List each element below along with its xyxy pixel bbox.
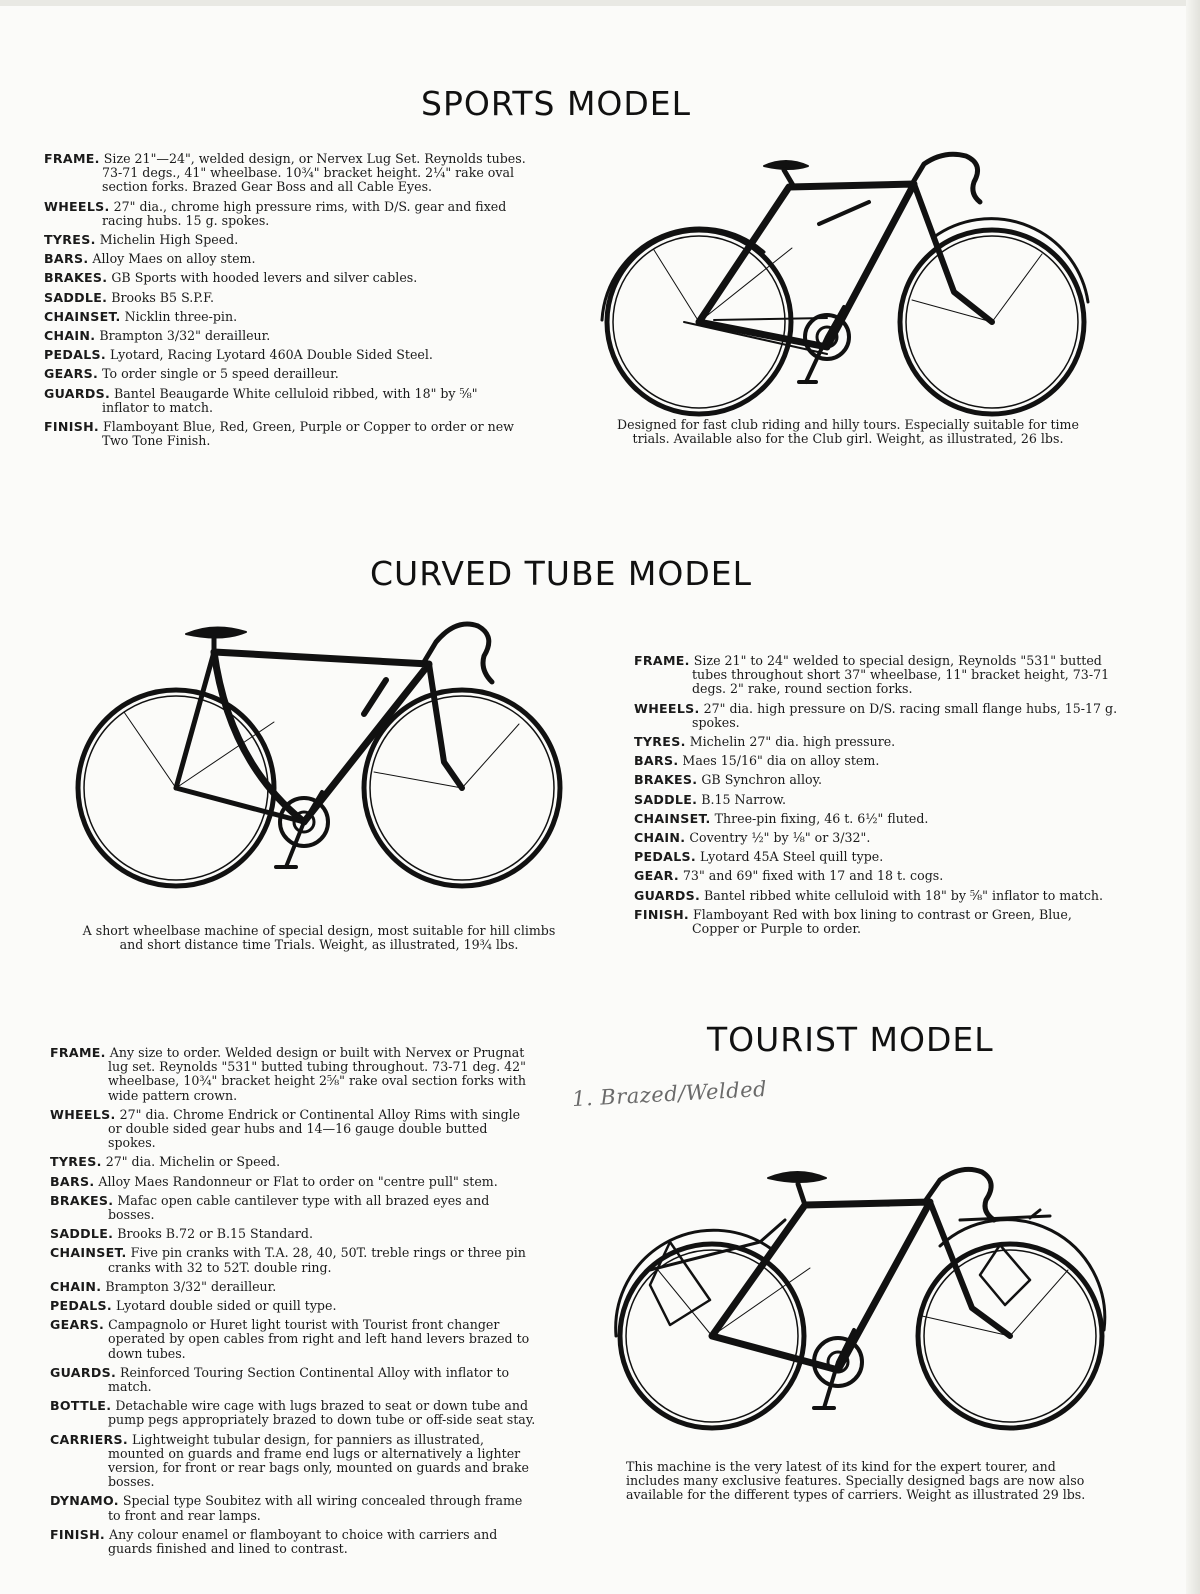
spec-key: WHEELS. <box>634 700 700 716</box>
spec-item <box>634 735 1120 749</box>
spec-item <box>634 889 1120 903</box>
spec-value: 27" dia. Michelin or Speed. <box>105 1154 281 1170</box>
spec-key: PEDALS. <box>634 849 697 865</box>
spec-value: Size 21" to 24" welded to special design, Reynolds "531" butted tubes throughout short 37" wheelbase, 11" bracket height, 73-71 degs. 2" rake, round section forks. <box>692 653 1110 697</box>
spec-key: CHAIN. <box>50 1278 102 1294</box>
spec-value: Detachable wire cage with lugs brazed to seat or down tube and pump pegs appropriately brazed to down tube or off-side seat stay. <box>108 1398 536 1428</box>
spec-item <box>634 793 1120 807</box>
spec-key: FINISH. <box>634 906 690 922</box>
spec-key: PEDALS. <box>50 1298 113 1314</box>
sports-model-title: SPORTS MODEL <box>421 84 692 123</box>
spec-value: Alloy Maes Randonneur or Flat to order on "centre pull" stem. <box>98 1173 498 1189</box>
spec-key: GEARS. <box>44 366 99 382</box>
spec-key: GEAR. <box>634 868 679 884</box>
spec-value: GB Sports with hooded levers and silver cables. <box>111 270 418 286</box>
spec-item <box>50 1528 536 1556</box>
curved-tube-spec-list <box>634 654 1120 941</box>
spec-item <box>50 1155 536 1169</box>
spec-value: Any size to order. Welded design or built with Nervex or Prugnat lug set. Reynolds "531" butted tubing throughout. 73-71 deg. 42" wheelbase, 10¾" bracket height 2⅝" rake oval section forks with wide pattern crown. <box>108 1045 526 1103</box>
sports-spec-list <box>44 152 526 453</box>
spec-key: BARS. <box>44 251 89 267</box>
spec-value: Bantel ribbed white celluloid with 18" by ⅝" inflator to match. <box>704 887 1103 903</box>
spec-value: Campagnolo or Huret light tourist with Tourist front changer operated by open cables from right and left hand levers brazed to down tubes. <box>108 1317 530 1361</box>
spec-key: WHEELS. <box>50 1106 116 1122</box>
spec-item <box>44 329 526 343</box>
spec-key: CHAINSET. <box>44 308 121 324</box>
spec-item <box>44 252 526 266</box>
spec-key: SADDLE. <box>50 1226 114 1242</box>
spec-value: Michelin 27" dia. high pressure. <box>689 734 896 750</box>
spec-value: B.15 Narrow. <box>701 791 786 807</box>
spec-value: Lightweight tubular design, for panniers as illustrated, mounted on guards and frame end lugs or alternatively a lighter version, for front or rear bags only, mounted on guards and brake bosses. <box>108 1431 529 1490</box>
spec-key: DYNAMO. <box>50 1493 119 1509</box>
spec-item <box>634 654 1120 697</box>
spec-key: SADDLE. <box>44 289 108 305</box>
spec-value: Brampton 3/32" derailleur. <box>99 328 271 344</box>
spec-key: CARRIERS. <box>50 1431 128 1447</box>
spec-key: PEDALS. <box>44 347 107 363</box>
spec-value: 27" dia., chrome high pressure rims, with D/S. gear and fixed racing hubs. 15 g. spokes. <box>102 198 507 228</box>
spec-value: To order single or 5 speed derailleur. <box>102 366 339 382</box>
spec-item <box>50 1246 536 1274</box>
spec-value: Alloy Maes on alloy stem. <box>92 251 256 267</box>
curved-tube-bicycle-illustration <box>64 612 576 912</box>
page-edge-top <box>0 0 1200 6</box>
spec-key: BARS. <box>50 1173 95 1189</box>
spec-item <box>44 200 526 228</box>
spec-value: Three-pin fixing, 46 t. 6½" fluted. <box>714 810 929 826</box>
spec-item <box>634 869 1120 883</box>
tourist-model-title: TOURIST MODEL <box>707 1020 994 1059</box>
spec-item <box>634 754 1120 768</box>
spec-key: TYRES. <box>634 734 686 750</box>
spec-value: Nicklin three-pin. <box>124 308 238 324</box>
sports-bicycle-illustration <box>594 142 1094 422</box>
spec-key: BRAKES. <box>634 772 698 788</box>
spec-item <box>634 773 1120 787</box>
spec-item <box>634 850 1120 864</box>
spec-value: Five pin cranks with T.A. 28, 40, 50T. treble rings or three pin cranks with 32 to 52T. double ring. <box>108 1245 526 1275</box>
spec-item <box>50 1318 536 1361</box>
spec-key: WHEELS. <box>44 198 110 214</box>
page-edge-right <box>1186 0 1200 1594</box>
spec-item <box>50 1046 536 1103</box>
spec-item <box>44 348 526 362</box>
spec-item <box>50 1227 536 1241</box>
spec-key: SADDLE. <box>634 791 698 807</box>
tourist-spec-list <box>50 1046 536 1561</box>
spec-value: Coventry ½" by ⅛" or 3/32". <box>689 830 871 846</box>
spec-value: Reinforced Touring Section Continental Alloy with inflator to match. <box>108 1364 510 1395</box>
spec-item <box>634 908 1120 936</box>
spec-item <box>44 271 526 285</box>
spec-value: Lyotard double sided or quill type. <box>116 1298 337 1314</box>
spec-key: FINISH. <box>50 1526 106 1542</box>
tourist-bicycle-illustration <box>610 1150 1110 1450</box>
spec-key: CHAINSET. <box>634 810 711 826</box>
spec-item <box>50 1399 536 1427</box>
spec-key: FRAME. <box>44 151 100 166</box>
spec-item <box>44 291 526 305</box>
spec-value: Bantel Beaugarde White celluloid ribbed, with 18" by ⅝" inflator to match. <box>102 385 478 415</box>
spec-value: Brampton 3/32" derailleur. <box>105 1278 277 1294</box>
spec-value: Flamboyant Blue, Red, Green, Purple or Copper to order or new Two Tone Finish. <box>102 419 514 449</box>
spec-value: Lyotard 45A Steel quill type. <box>700 849 884 865</box>
spec-item <box>50 1433 536 1490</box>
spec-item <box>44 367 526 381</box>
spec-item <box>50 1494 536 1522</box>
spec-key: GUARDS. <box>50 1364 117 1380</box>
spec-key: BARS. <box>634 753 679 769</box>
spec-value: Special type Soubitez with all wiring concealed through frame to front and rear lamps. <box>108 1493 523 1523</box>
curved-tube-model-title: CURVED TUBE MODEL <box>370 554 753 593</box>
spec-key: BRAKES. <box>44 270 108 286</box>
handwritten-note: 1. Brazed/Welded <box>571 1076 768 1112</box>
spec-item <box>44 233 526 247</box>
spec-item <box>44 387 526 415</box>
spec-value: 73" and 69" fixed with 17 and 18 t. cogs. <box>682 868 944 884</box>
spec-item <box>44 152 526 195</box>
spec-key: CHAIN. <box>634 830 686 846</box>
spec-item <box>50 1108 536 1151</box>
spec-key: TYRES. <box>44 232 96 248</box>
sports-caption: Designed for fast club riding and hilly tours. Especially suitable for time trials. Available also for the Club girl. Weight, as illustrated, 26 lbs. <box>617 417 1079 446</box>
spec-key: FINISH. <box>44 419 100 435</box>
spec-value: Flamboyant Red with box lining to contrast or Green, Blue, Copper or Purple to order. <box>692 906 1072 937</box>
spec-item <box>50 1280 536 1294</box>
spec-value: Brooks B5 S.P.F. <box>111 289 214 305</box>
spec-key: FRAME. <box>634 653 690 668</box>
spec-item <box>50 1299 536 1313</box>
spec-key: TYRES. <box>50 1154 102 1170</box>
spec-value: Size 21"—24", welded design, or Nervex Lug Set. Reynolds tubes. 73-71 degs., 41" wheelbase. 10¾" bracket height. 2¼" rake oval section forks. Brazed Gear Boss and all Cable Eyes. <box>102 151 526 195</box>
spec-value: Mafac open cable cantilever type with all brazed eyes and bosses. <box>108 1192 490 1223</box>
spec-key: BOTTLE. <box>50 1398 112 1414</box>
spec-item <box>634 831 1120 845</box>
spec-key: GUARDS. <box>44 385 111 401</box>
tourist-caption: This machine is the very latest of its kind for the expert tourer, and includes many exclusive features. Specially designed bags are now also available for the different types of carriers. Weight as illustrated 29 lbs. <box>626 1459 1086 1502</box>
spec-key: GUARDS. <box>634 887 701 903</box>
spec-value: Maes 15/16" dia on alloy stem. <box>682 753 880 769</box>
spec-value: Any colour enamel or flamboyant to choice with carriers and guards finished and lined to contrast. <box>108 1526 498 1557</box>
spec-item <box>50 1366 536 1394</box>
spec-value: GB Synchron alloy. <box>701 772 823 788</box>
spec-key: BRAKES. <box>50 1192 114 1208</box>
spec-key: FRAME. <box>50 1045 106 1060</box>
spec-key: GEARS. <box>50 1317 105 1333</box>
spec-value: 27" dia. high pressure on D/S. racing small flange hubs, 15-17 g. spokes. <box>692 700 1118 730</box>
spec-item <box>50 1194 536 1222</box>
spec-item <box>634 812 1120 826</box>
spec-value: Lyotard, Racing Lyotard 460A Double Sided Steel. <box>110 347 433 363</box>
spec-key: CHAINSET. <box>50 1245 127 1261</box>
spec-item <box>44 420 526 448</box>
curved-tube-caption: A short wheelbase machine of special design, most suitable for hill climbs and short distance time Trials. Weight, as illustrated, 19¾ lbs. <box>82 923 556 952</box>
spec-value: Michelin High Speed. <box>99 232 239 248</box>
spec-item <box>50 1175 536 1189</box>
spec-item <box>44 310 526 324</box>
spec-item <box>634 702 1120 730</box>
spec-value: 27" dia. Chrome Endrick or Continental Alloy Rims with single or double sided gear hubs and 14—16 gauge double butted spokes. <box>108 1106 521 1151</box>
spec-key: CHAIN. <box>44 328 96 344</box>
spec-value: Brooks B.72 or B.15 Standard. <box>117 1226 313 1242</box>
